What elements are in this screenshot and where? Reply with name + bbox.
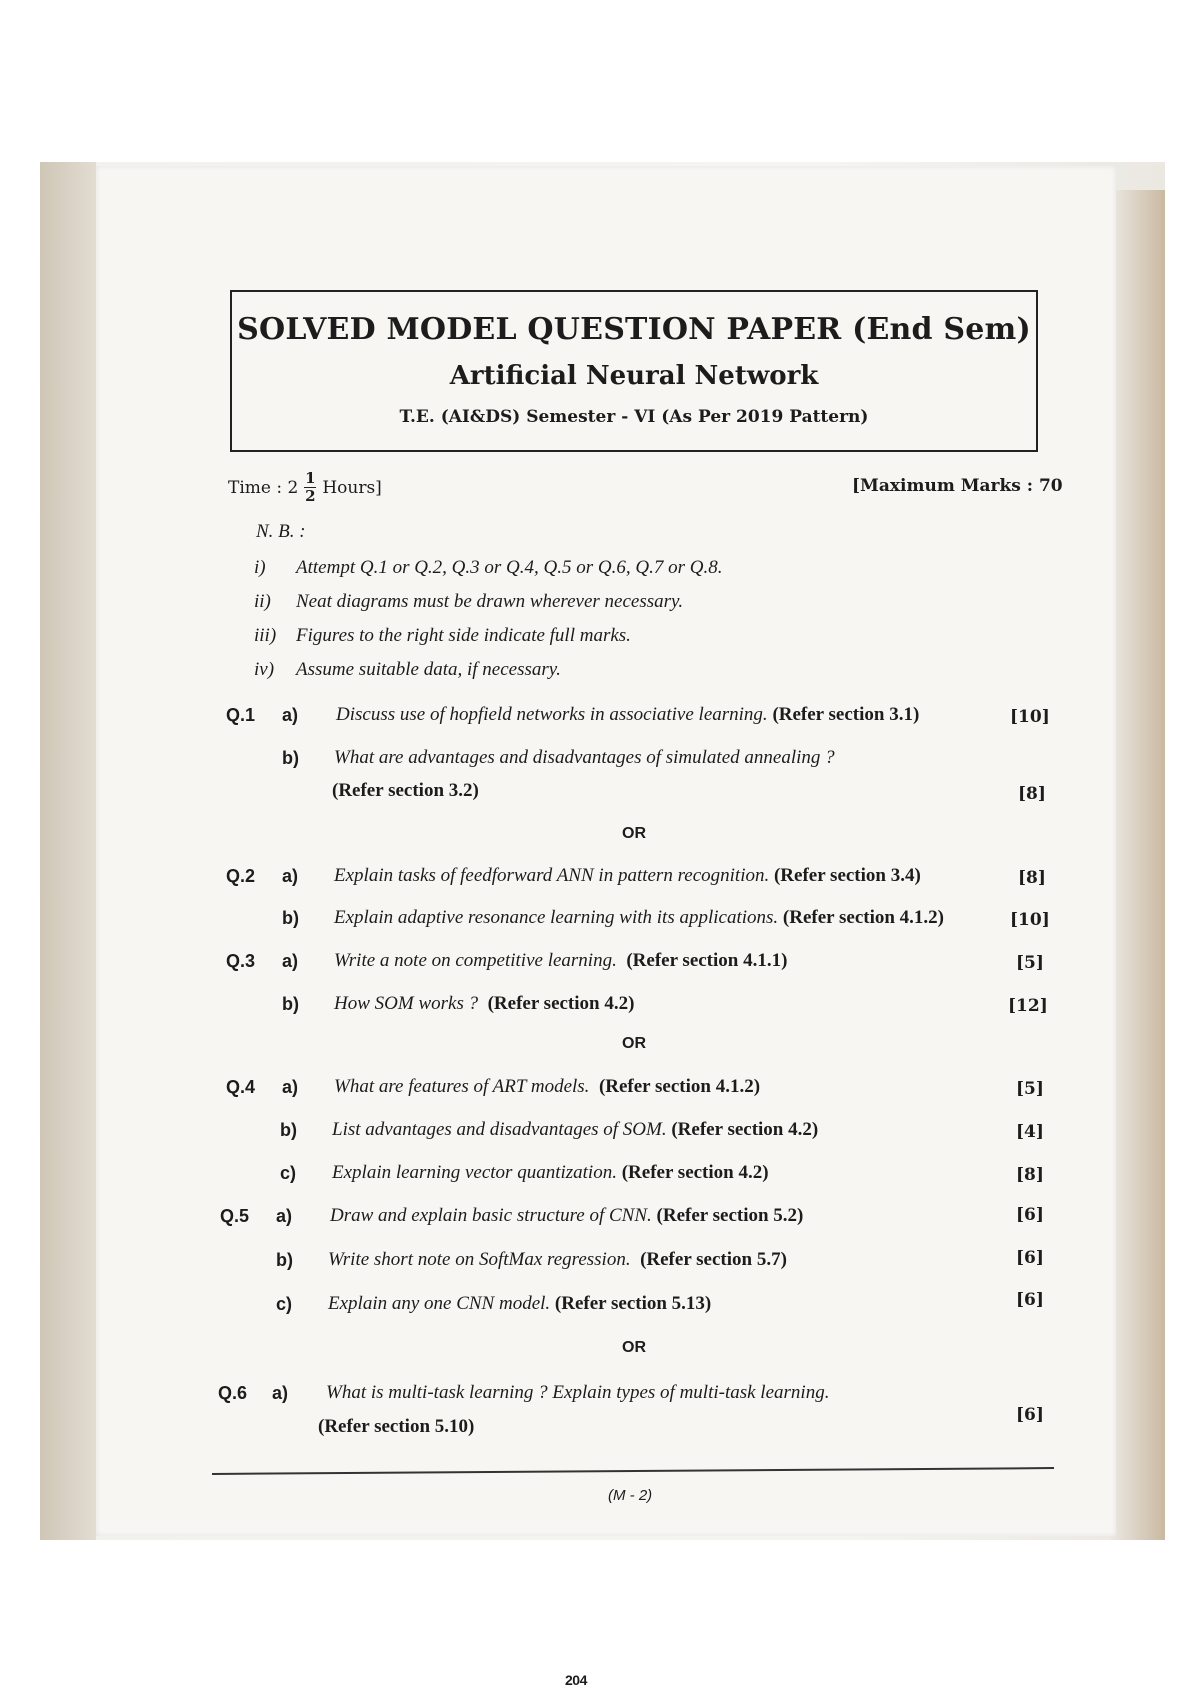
question-marks: [5]	[1016, 1079, 1044, 1099]
question-part: a)	[282, 951, 299, 971]
question-marks: [8]	[1018, 868, 1046, 888]
question-part: a)	[276, 1206, 293, 1226]
question-text: What are advantages and disadvantages of simulated annealing ?	[334, 747, 835, 768]
question-text: Explain any one CNN model. (Refer section 5.13)	[328, 1293, 712, 1314]
question-part: a)	[272, 1383, 289, 1403]
question-text: How SOM works ? (Refer section 4.2)	[334, 993, 635, 1014]
maximum-marks: [Maximum Marks : 70	[852, 476, 1063, 496]
question-number: Q.5	[220, 1206, 250, 1226]
subject-title: Artificial Neural Network	[449, 361, 819, 391]
question-number: Q.4	[226, 1077, 256, 1097]
question-text: Explain adaptive resonance learning with its applications. (Refer section 4.1.2)	[334, 907, 945, 928]
question-reference: (Refer section 3.2)	[332, 780, 479, 801]
question-text: List advantages and disadvantages of SOM. (Refer section 4.2)	[332, 1119, 819, 1140]
footer-code: (M - 2)	[608, 1487, 653, 1504]
question-part: c)	[280, 1163, 297, 1183]
question-text: Discuss use of hopfield networks in associative learning. (Refer section 3.1)	[336, 704, 920, 725]
question-part: b)	[282, 994, 299, 1014]
question-part: b)	[282, 748, 299, 768]
question-part: b)	[280, 1120, 297, 1140]
time-fraction: $\frac{1}{2}$	[305, 469, 316, 505]
question-marks: [6]	[1016, 1405, 1044, 1425]
question-marks: [6]	[1016, 1290, 1044, 1310]
question-text: Explain learning vector quantization. (Refer section 4.2)	[332, 1162, 769, 1183]
question-text: Write a note on competitive learning. (Refer section 4.1.1)	[334, 950, 788, 971]
page-number: 204	[565, 1672, 587, 1688]
question-marks: [8]	[1016, 1165, 1044, 1185]
question-text: Explain tasks of feedforward ANN in pattern recognition. (Refer section 3.4)	[334, 865, 921, 886]
question-marks: [10]	[1010, 707, 1050, 727]
question-marks: [5]	[1016, 953, 1044, 973]
question-marks: [10]	[1010, 910, 1050, 930]
question-marks: [4]	[1016, 1122, 1044, 1142]
question-marks: [6]	[1016, 1205, 1044, 1225]
question-part: b)	[276, 1250, 293, 1270]
nb-label: N. B. :	[256, 521, 306, 542]
course-info: T.E. (AI&DS) Semester - VI (As Per 2019 Pattern)	[399, 407, 869, 427]
question-text: What is multi-task learning ? Explain types of multi-task learning.	[326, 1382, 830, 1403]
question-marks: [8]	[1018, 784, 1046, 804]
question-text: Draw and explain basic structure of CNN. (Refer section 5.2)	[330, 1205, 804, 1226]
question-text: Write short note on SoftMax regression. (Refer section 5.7)	[328, 1249, 787, 1270]
question-part: b)	[282, 908, 299, 928]
question-marks: [12]	[1008, 996, 1048, 1016]
page-edge-left	[40, 162, 96, 1540]
question-part: a)	[282, 1077, 299, 1097]
question-marks: [6]	[1016, 1248, 1044, 1268]
or-separator: OR	[622, 1339, 646, 1356]
or-separator: OR	[622, 1035, 646, 1052]
time-info: Time : 2 $\frac{1}{2}$ Hours]	[228, 469, 382, 505]
title-box	[230, 290, 1038, 452]
page-edge-right	[1110, 190, 1165, 1540]
question-part: a)	[282, 866, 299, 886]
question-reference: (Refer section 5.10)	[318, 1416, 475, 1437]
or-separator: OR	[622, 825, 646, 842]
question-number: Q.1	[226, 705, 256, 725]
question-part: a)	[282, 705, 299, 725]
paper-title: SOLVED MODEL QUESTION PAPER (End Sem)	[237, 312, 1031, 347]
question-text: What are features of ART models. (Refer section 4.1.2)	[334, 1076, 761, 1097]
question-number: Q.2	[226, 866, 256, 886]
question-number: Q.3	[226, 951, 256, 971]
question-part: c)	[276, 1294, 293, 1314]
question-number: Q.6	[218, 1383, 248, 1403]
